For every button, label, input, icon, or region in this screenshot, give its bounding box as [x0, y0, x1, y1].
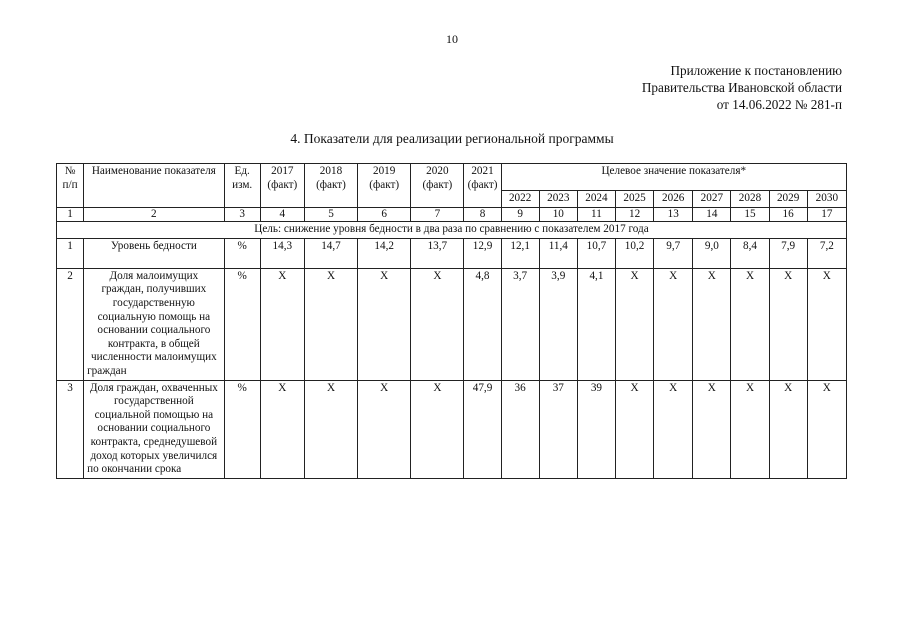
- column-number: 1: [57, 207, 84, 222]
- table-row: [57, 380, 847, 478]
- value-2024: 10,7: [577, 238, 615, 268]
- column-number: 11: [577, 207, 615, 222]
- header-row: [57, 164, 847, 191]
- value-2029: 7,9: [769, 238, 807, 268]
- goal-row: [57, 222, 847, 239]
- header-year-2028: 2028: [731, 191, 769, 208]
- row-num: 3: [57, 380, 84, 478]
- value-2029: X: [769, 268, 807, 380]
- value-2022: 12,1: [501, 238, 539, 268]
- value-2017: 14,3: [260, 238, 304, 268]
- value-2026: X: [654, 380, 693, 478]
- appendix-block: [642, 62, 842, 113]
- table-row: [57, 268, 847, 380]
- value-2030: X: [807, 380, 846, 478]
- column-numbers-row: [57, 207, 847, 222]
- value-2018: 14,7: [304, 238, 357, 268]
- value-2029: X: [769, 380, 807, 478]
- value-2024: 4,1: [577, 268, 615, 380]
- column-number: 15: [731, 207, 769, 222]
- value-2021: 4,8: [464, 268, 501, 380]
- table-row: [57, 238, 847, 268]
- value-2019: 14,2: [358, 238, 411, 268]
- column-number: 3: [224, 207, 260, 222]
- header-year-2024: 2024: [577, 191, 615, 208]
- appendix-line-3: от 14.06.2022 № 281-п: [716, 97, 842, 112]
- column-number: 16: [769, 207, 807, 222]
- document-title: 4. Показатели для реализации региональной программы: [290, 131, 614, 146]
- value-2024: 39: [577, 380, 615, 478]
- header-2020: 2020 (факт): [411, 164, 464, 208]
- value-2028: X: [731, 268, 769, 380]
- header-2021: 2021 (факт): [464, 164, 501, 208]
- header-year-2029: 2029: [769, 191, 807, 208]
- column-number: 12: [616, 207, 654, 222]
- column-number: 7: [411, 207, 464, 222]
- value-2030: X: [807, 268, 846, 380]
- column-number: 4: [260, 207, 304, 222]
- column-number: 9: [501, 207, 539, 222]
- goal-text: Цель: снижение уровня бедности в два раза по сравнению с показателем 2017 года: [57, 222, 847, 239]
- value-2018: X: [304, 380, 357, 478]
- header-year-2030: 2030: [807, 191, 846, 208]
- value-2027: X: [693, 380, 731, 478]
- value-2028: 8,4: [731, 238, 769, 268]
- value-2020: X: [411, 380, 464, 478]
- page-number: 10: [446, 32, 458, 46]
- indicator-name: Доля малоимущих граждан, получивших государственную социальную помощь на основании социального контракта, в общей численности малоимущих граждан: [84, 268, 225, 380]
- value-2020: 13,7: [411, 238, 464, 268]
- value-2023: 11,4: [539, 238, 577, 268]
- value-2017: X: [260, 380, 304, 478]
- value-2020: X: [411, 268, 464, 380]
- value-2023: 3,9: [539, 268, 577, 380]
- column-number: 17: [807, 207, 846, 222]
- value-2030: 7,2: [807, 238, 846, 268]
- column-number: 5: [304, 207, 357, 222]
- value-2023: 37: [539, 380, 577, 478]
- header-year-2025: 2025: [616, 191, 654, 208]
- header-unit: Ед. изм.: [224, 164, 260, 208]
- appendix-line-2: Правительства Ивановской области: [641, 80, 842, 95]
- indicator-unit: %: [224, 380, 260, 478]
- header-2017: 2017 (факт): [260, 164, 304, 208]
- indicator-unit: %: [224, 268, 260, 380]
- column-number: 6: [358, 207, 411, 222]
- value-2019: X: [358, 268, 411, 380]
- column-number: 13: [654, 207, 693, 222]
- column-number: 2: [84, 207, 225, 222]
- value-2019: X: [358, 380, 411, 478]
- header-target: Целевое значение показателя*: [501, 164, 846, 191]
- header-2018: 2018 (факт): [304, 164, 357, 208]
- value-2027: X: [693, 268, 731, 380]
- value-2025: X: [616, 380, 654, 478]
- header-name: Наименование показателя: [84, 164, 225, 208]
- value-2028: X: [731, 380, 769, 478]
- value-2026: 9,7: [654, 238, 693, 268]
- indicators-table: [56, 163, 847, 479]
- value-2022: 36: [501, 380, 539, 478]
- row-num: 1: [57, 238, 84, 268]
- indicator-name: Доля граждан, охваченных государственной социальной помощью на основании социального контракта, среднедушевой доход которых увеличился по окончании срока: [84, 380, 225, 478]
- row-num: 2: [57, 268, 84, 380]
- value-2021: 47,9: [464, 380, 501, 478]
- value-2026: X: [654, 268, 693, 380]
- column-number: 14: [693, 207, 731, 222]
- indicator-name: Уровень бедности: [84, 238, 225, 268]
- indicator-unit: %: [224, 238, 260, 268]
- value-2021: 12,9: [464, 238, 501, 268]
- value-2025: 10,2: [616, 238, 654, 268]
- column-number: 10: [539, 207, 577, 222]
- header-year-2026: 2026: [654, 191, 693, 208]
- header-year-2023: 2023: [539, 191, 577, 208]
- appendix-line-1: Приложение к постановлению: [670, 63, 842, 78]
- value-2025: X: [616, 268, 654, 380]
- column-number: 8: [464, 207, 501, 222]
- header-num: № п/п: [57, 164, 84, 208]
- header-year-2027: 2027: [693, 191, 731, 208]
- value-2017: X: [260, 268, 304, 380]
- value-2027: 9,0: [693, 238, 731, 268]
- value-2022: 3,7: [501, 268, 539, 380]
- value-2018: X: [304, 268, 357, 380]
- header-year-2022: 2022: [501, 191, 539, 208]
- header-2019: 2019 (факт): [358, 164, 411, 208]
